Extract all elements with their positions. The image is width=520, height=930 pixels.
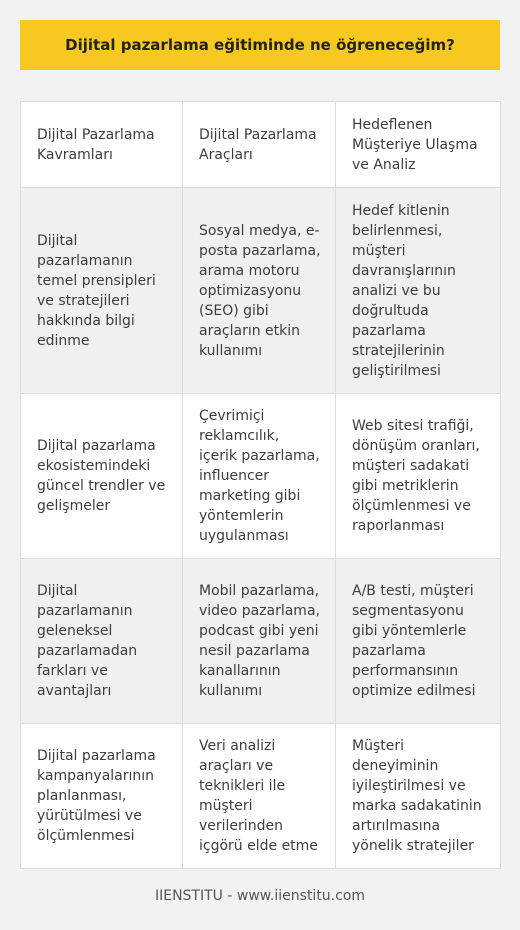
table-cell: Web sitesi trafiği, dönüşüm oranları, müşteri sadakati gibi metriklerin ölçümlenmesi ve raporlanması (336, 394, 501, 559)
header-cell-targeting: Hedeflenen Müşteriye Ulaşma ve Analiz (336, 102, 501, 188)
header-cell-concepts: Dijital Pazarlama Kavramları (21, 102, 183, 188)
table-cell: Dijital pazarlama kampanyalarının planlanması, yürütülmesi ve ölçümlenmesi (21, 724, 183, 869)
comparison-table (20, 101, 501, 869)
table-cell: Veri analizi araçları ve teknikleri ile müşteri verilerinden içgörü elde etme (183, 724, 336, 869)
table-row (21, 188, 501, 394)
table-cell: Dijital pazarlamanın temel prensipleri ve stratejileri hakkında bilgi edinme (21, 188, 183, 394)
page-title (20, 20, 500, 70)
table-header-row (21, 102, 501, 188)
header-cell-tools: Dijital Pazarlama Araçları (183, 102, 336, 188)
table-row (21, 724, 501, 869)
table-row (21, 394, 501, 559)
table-cell: A/B testi, müşteri segmentasyonu gibi yöntemlerle pazarlama performansının optimize edilmesi (336, 559, 501, 724)
table-cell: Çevrimiçi reklamcılık, içerik pazarlama, influencer marketing gibi yöntemlerin uygulanması (183, 394, 336, 559)
footer-credit: IIENSTITU - www.iienstitu.com (154, 888, 366, 904)
table-cell: Mobil pazarlama, video pazarlama, podcast gibi yeni nesil pazarlama kanallarının kullanımı (183, 559, 336, 724)
table-row (21, 559, 501, 724)
table-cell: Dijital pazarlamanın geleneksel pazarlamadan farkları ve avantajları (21, 559, 183, 724)
table-cell: Dijital pazarlama ekosistemindeki güncel trendler ve gelişmeler (21, 394, 183, 559)
table-cell: Sosyal medya, e-posta pazarlama, arama motoru optimizasyonu (SEO) gibi araçların etkin kullanımı (183, 188, 336, 394)
table-cell: Hedef kitlenin belirlenmesi, müşteri davranışlarının analizi ve bu doğrultuda pazarlama stratejilerinin geliştirilmesi (336, 188, 501, 394)
page-title-text: Dijital pazarlama eğitiminde ne öğreneceğim? (65, 36, 455, 54)
table-cell: Müşteri deneyiminin iyileştirilmesi ve marka sadakatinin artırılmasına yönelik stratejiler (336, 724, 501, 869)
